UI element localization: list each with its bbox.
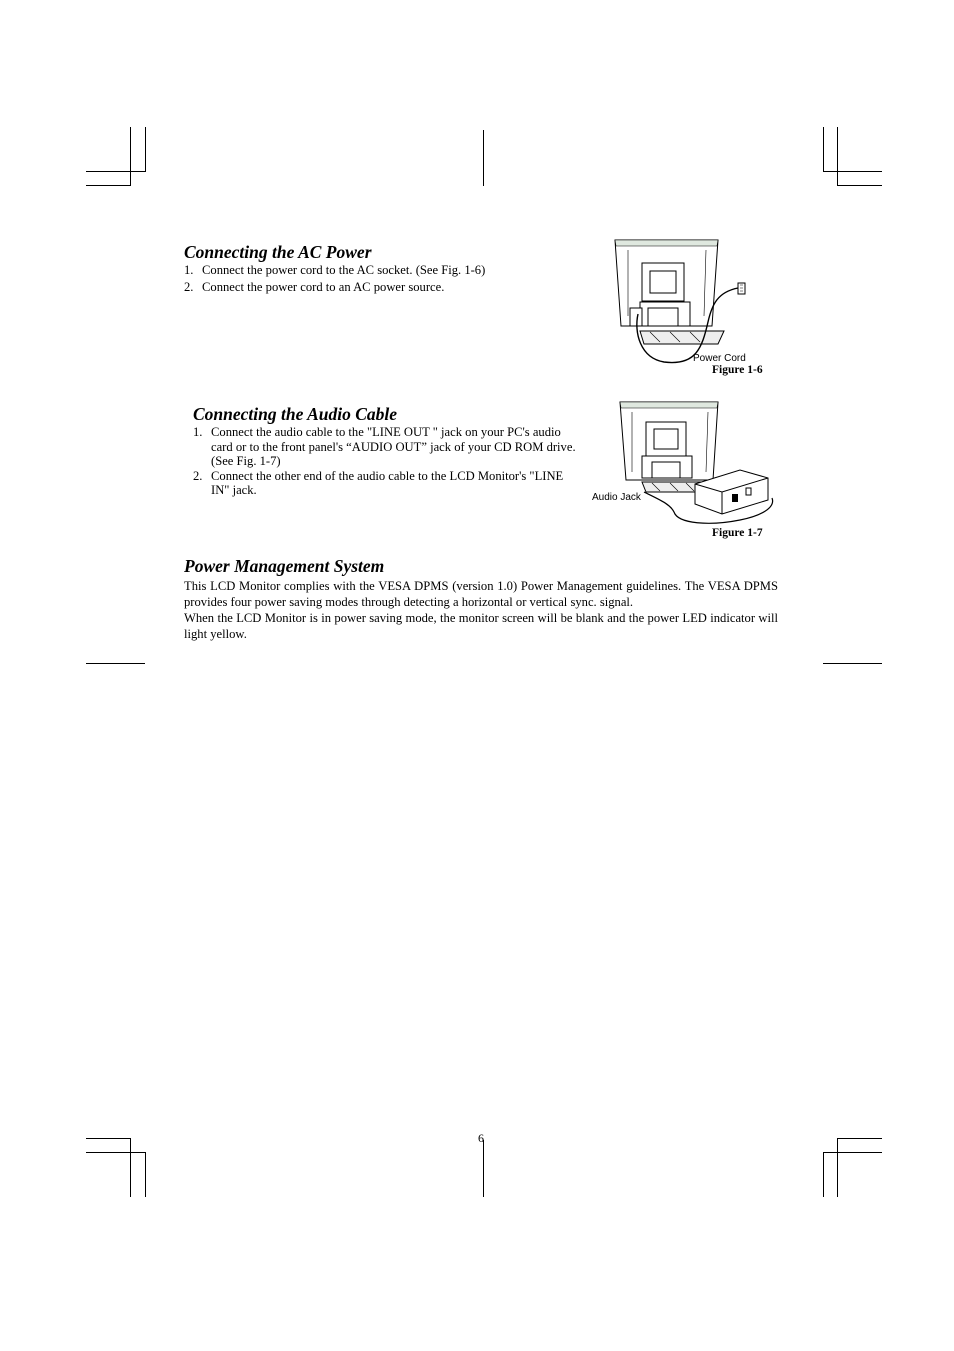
ac-power-heading: Connecting the AC Power (184, 242, 372, 262)
list-item: 2. Connect the other end of the audio cable to the LCD Monitor's "LINE IN" jack. (193, 468, 564, 497)
list-item: 1. Connect the power cord to the AC socket. (See Fig. 1-6) (184, 263, 486, 277)
list-item: 2. Connect the power cord to an AC power source. (184, 279, 445, 294)
figure-1-7-caption: Figure 1-7 (712, 527, 763, 539)
ac-power-steps (184, 263, 584, 294)
power-management-paragraph-2: When the LCD Monitor is in power saving mode, the monitor screen will be blank and the power LED indicator will light yellow. (184, 611, 778, 641)
page-number: 6 (478, 1131, 484, 1145)
power-management-heading: Power Management System (184, 556, 385, 576)
audio-cable-heading: Connecting the Audio Cable (193, 404, 398, 424)
power-management-paragraph-1: This LCD Monitor complies with the VESA DPMS (version 1.0) Power Management guidelines. The VESA DPMS provides four power saving modes through detecting a horizontal or vertical sync. signal. (184, 579, 778, 609)
list-item: 1. Connect the audio cable to the "LINE OUT " jack on your PC's audio card or to the front panel's “AUDIO OUT” jack of your CD ROM drive. (See Fig. 1-7) (193, 425, 576, 468)
power-cord-label: Power Cord (693, 353, 746, 364)
monitor-rear-power-illustration (600, 236, 760, 366)
audio-jack-label: Audio Jack (592, 492, 641, 503)
audio-cable-steps (193, 425, 578, 498)
figure-1-6-caption: Figure 1-6 (712, 364, 763, 376)
monitor-rear-audio-illustration (600, 400, 780, 530)
